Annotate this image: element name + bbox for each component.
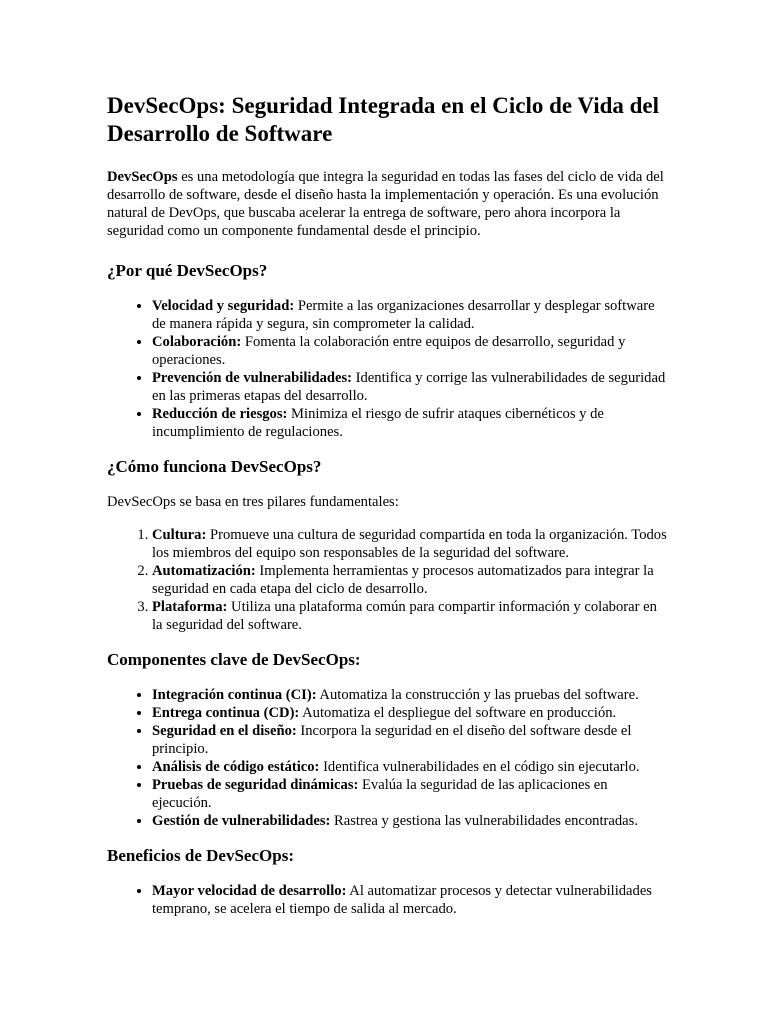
item-text: Automatiza la construcción y las pruebas del software. bbox=[316, 687, 639, 703]
item-text: Utiliza una plataforma común para compartir información y colaborar en la seguridad del software. bbox=[152, 599, 657, 633]
item-text: Automatiza el despliegue del software en producción. bbox=[299, 705, 617, 721]
item-term: Integración continua (CI): bbox=[152, 687, 317, 703]
why-list bbox=[107, 297, 668, 441]
intro-paragraph bbox=[107, 168, 668, 240]
item-text: Rastrea y gestiona las vulnerabilidades encontradas. bbox=[330, 813, 638, 829]
benefits-list bbox=[107, 882, 668, 918]
intro-term: DevSecOps bbox=[107, 169, 178, 185]
item-text: Identifica vulnerabilidades en el código sin ejecutarlo. bbox=[319, 759, 640, 775]
list-item bbox=[152, 405, 668, 441]
list-item bbox=[152, 333, 668, 369]
item-term: Automatización: bbox=[152, 563, 256, 579]
item-term: Cultura: bbox=[152, 527, 207, 543]
list-item bbox=[152, 812, 668, 830]
item-text: Permite a las organizaciones desarrollar y desplegar software de manera rápida y segura, sin comprometer la calidad. bbox=[152, 298, 655, 332]
item-text: Incorpora la seguridad en el diseño del software desde el principio. bbox=[152, 723, 632, 757]
item-term: Seguridad en el diseño: bbox=[152, 723, 297, 739]
how-lead-paragraph: DevSecOps se basa en tres pilares fundamentales: bbox=[107, 494, 399, 510]
item-term: Colaboración: bbox=[152, 334, 242, 350]
section-heading-benefits: Beneficios de DevSecOps: bbox=[107, 846, 294, 865]
list-item bbox=[152, 704, 668, 722]
item-text: Identifica y corrige las vulnerabilidades de seguridad en las primeras etapas del desarrollo. bbox=[152, 370, 666, 404]
item-text: Implementa herramientas y procesos automatizados para integrar la seguridad en cada etapa del ciclo de desarrollo. bbox=[152, 563, 654, 597]
item-text: Evalúa la seguridad de las aplicaciones en ejecución. bbox=[152, 777, 608, 811]
item-text: Al automatizar procesos y detectar vulnerabilidades temprano, se acelera el tiempo de salida al mercado. bbox=[152, 883, 652, 917]
item-text: Fomenta la colaboración entre equipos de desarrollo, seguridad y operaciones. bbox=[152, 334, 626, 368]
section-heading-why: ¿Por qué DevSecOps? bbox=[107, 261, 268, 280]
item-term: Mayor velocidad de desarrollo: bbox=[152, 883, 347, 899]
section-heading-how: ¿Cómo funciona DevSecOps? bbox=[107, 457, 322, 476]
item-term: Plataforma: bbox=[152, 599, 228, 615]
list-item bbox=[152, 686, 668, 704]
item-text: Minimiza el riesgo de sufrir ataques cibernéticos y de incumplimiento de regulaciones. bbox=[152, 406, 604, 440]
item-term: Gestión de vulnerabilidades: bbox=[152, 813, 331, 829]
item-text: Promueve una cultura de seguridad compartida en toda la organización. Todos los miembros del equipo son responsables de la seguridad del software. bbox=[152, 527, 667, 561]
item-term: Análisis de código estático: bbox=[152, 759, 320, 775]
document-title: DevSecOps: Seguridad Integrada en el Ciclo de Vida del Desarrollo de Software bbox=[107, 93, 660, 146]
item-term: Prevención de vulnerabilidades: bbox=[152, 370, 352, 386]
item-term: Pruebas de seguridad dinámicas: bbox=[152, 777, 359, 793]
list-item bbox=[152, 369, 668, 405]
list-item bbox=[152, 526, 668, 562]
item-term: Velocidad y seguridad: bbox=[152, 298, 295, 314]
components-list bbox=[107, 686, 668, 830]
item-term: Reducción de riesgos: bbox=[152, 406, 288, 422]
section-heading-components: Componentes clave de DevSecOps: bbox=[107, 650, 361, 669]
item-term: Entrega continua (CD): bbox=[152, 705, 300, 721]
list-item bbox=[152, 722, 668, 758]
intro-text: es una metodología que integra la seguridad en todas las fases del ciclo de vida del desarrollo de software, desde el diseño hasta la implementación y operación. Es una evolución natural de DevOps, que buscaba acelerar la entrega de software, pero ahora incorpora la seguridad como un componente fundamental desde el principio. bbox=[107, 169, 664, 239]
list-item bbox=[152, 598, 668, 634]
list-item bbox=[152, 297, 668, 333]
list-item bbox=[152, 562, 668, 598]
pillars-list bbox=[107, 526, 668, 634]
list-item bbox=[152, 882, 668, 918]
list-item bbox=[152, 776, 668, 812]
list-item bbox=[152, 758, 668, 776]
